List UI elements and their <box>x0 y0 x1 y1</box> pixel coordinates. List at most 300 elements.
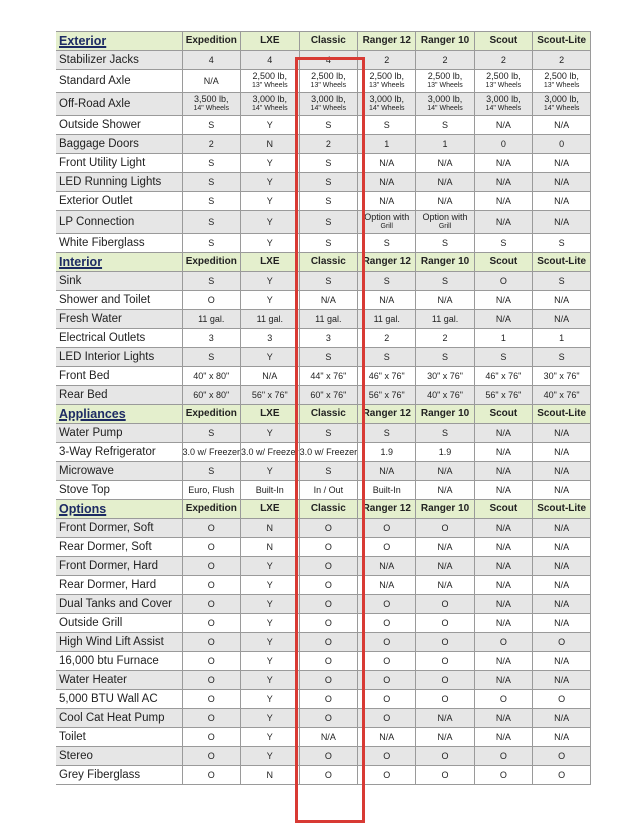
spec-cell: 1.9 <box>358 443 416 462</box>
spec-cell: O <box>182 557 241 576</box>
table-row <box>56 348 591 367</box>
spec-cell: N/A <box>532 173 590 192</box>
spec-cell: O <box>299 595 358 614</box>
spec-cell: O <box>299 557 358 576</box>
spec-cell: 11 gal. <box>299 310 358 329</box>
spec-cell: N/A <box>474 671 532 690</box>
spec-cell: O <box>182 690 241 709</box>
spec-cell: N/A <box>532 519 590 538</box>
spec-cell: O <box>416 690 474 709</box>
spec-cell: 46" x 76" <box>358 367 416 386</box>
spec-cell: N/A <box>532 652 590 671</box>
spec-cell: O <box>416 519 474 538</box>
model-header: Scout-Lite <box>532 500 590 519</box>
spec-cell: O <box>532 690 590 709</box>
spec-cell: N/A <box>474 538 532 557</box>
spec-cell: 2 <box>358 329 416 348</box>
model-header: Ranger 12 <box>358 500 416 519</box>
spec-cell: Y <box>241 348 300 367</box>
spec-cell: 46" x 76" <box>474 367 532 386</box>
table-row <box>56 173 591 192</box>
spec-cell: S <box>182 211 241 234</box>
feature-label: Rear Bed <box>56 386 182 405</box>
feature-label: 16,000 btu Furnace <box>56 652 182 671</box>
spec-cell: N/A <box>241 367 300 386</box>
spec-cell: 30" x 76" <box>532 367 590 386</box>
spec-cell: S <box>182 462 241 481</box>
spec-cell: O <box>416 671 474 690</box>
table-row <box>56 424 591 443</box>
spec-cell: O <box>416 595 474 614</box>
spec-cell: S <box>299 192 358 211</box>
spec-cell: N/A <box>532 211 590 234</box>
spec-cell: O <box>299 652 358 671</box>
table-row <box>56 116 591 135</box>
feature-label: Fresh Water <box>56 310 182 329</box>
spec-cell: S <box>299 154 358 173</box>
spec-cell: O <box>358 614 416 633</box>
spec-cell: S <box>358 272 416 291</box>
spec-cell: N/A <box>358 192 416 211</box>
table-row <box>56 310 591 329</box>
spec-cell: S <box>416 424 474 443</box>
spec-cell: O <box>182 671 241 690</box>
model-header: Classic <box>299 253 358 272</box>
table-row <box>56 728 591 747</box>
spec-cell: N/A <box>358 576 416 595</box>
spec-cell: S <box>182 154 241 173</box>
spec-cell: N/A <box>532 576 590 595</box>
spec-cell: S <box>182 192 241 211</box>
feature-label: 3-Way Refrigerator <box>56 443 182 462</box>
spec-cell: Y <box>241 116 300 135</box>
spec-cell: 3.0 w/ Freezer <box>182 443 241 462</box>
spec-cell: 3 <box>182 329 241 348</box>
spec-cell: 2 <box>358 51 416 70</box>
table-row <box>56 709 591 728</box>
spec-cell: N/A <box>474 443 532 462</box>
spec-cell: 56" x 76" <box>241 386 300 405</box>
spec-cell: 1 <box>474 329 532 348</box>
spec-cell: Built-In <box>358 481 416 500</box>
feature-label: LED Running Lights <box>56 173 182 192</box>
spec-cell: N/A <box>416 173 474 192</box>
spec-cell: N/A <box>532 538 590 557</box>
spec-cell: N/A <box>416 709 474 728</box>
model-header: LXE <box>241 500 300 519</box>
feature-label: Electrical Outlets <box>56 329 182 348</box>
spec-cell: 44" x 76" <box>299 367 358 386</box>
model-header: Ranger 12 <box>358 32 416 51</box>
spec-cell: S <box>358 116 416 135</box>
spec-cell: N/A <box>474 481 532 500</box>
spec-cell: S <box>416 116 474 135</box>
feature-label: White Fiberglass <box>56 234 182 253</box>
spec-cell: 2,500 lb, 13" Wheels <box>416 70 474 93</box>
table-row <box>56 576 591 595</box>
section-header-row <box>56 253 591 272</box>
spec-cell: S <box>532 348 590 367</box>
table-row <box>56 51 591 70</box>
spec-cell: N/A <box>474 211 532 234</box>
spec-cell: O <box>299 671 358 690</box>
spec-cell: 60" x 76" <box>299 386 358 405</box>
spec-cell: O <box>299 766 358 785</box>
table-row <box>56 481 591 500</box>
spec-cell: S <box>474 348 532 367</box>
spec-cell: N/A <box>474 116 532 135</box>
spec-cell: O <box>532 633 590 652</box>
feature-label: Rear Dormer, Hard <box>56 576 182 595</box>
spec-cell: N/A <box>358 728 416 747</box>
spec-cell: Option with Grill <box>416 211 474 234</box>
spec-cell: N/A <box>416 728 474 747</box>
table-row <box>56 595 591 614</box>
model-header: Ranger 12 <box>358 405 416 424</box>
spec-cell: Y <box>241 192 300 211</box>
spec-cell: 3,000 lb, 14" Wheels <box>241 93 300 116</box>
spec-cell: S <box>182 424 241 443</box>
spec-cell: N/A <box>474 576 532 595</box>
spec-cell: N/A <box>358 291 416 310</box>
spec-cell: Y <box>241 424 300 443</box>
spec-cell: Y <box>241 652 300 671</box>
spec-cell: Y <box>241 154 300 173</box>
spec-cell: 3 <box>299 329 358 348</box>
spec-cell: 1 <box>358 135 416 154</box>
model-header: Ranger 10 <box>416 500 474 519</box>
spec-cell: N/A <box>474 595 532 614</box>
spec-cell: 2,500 lb, 13" Wheels <box>241 70 300 93</box>
spec-cell: S <box>182 272 241 291</box>
spec-cell: 3,000 lb, 14" Wheels <box>532 93 590 116</box>
spec-cell: O <box>358 671 416 690</box>
spec-cell: O <box>474 747 532 766</box>
spec-cell: Y <box>241 709 300 728</box>
spec-sheet <box>56 31 591 785</box>
spec-cell: 2 <box>416 329 474 348</box>
spec-cell: 2 <box>416 51 474 70</box>
spec-cell: N/A <box>532 424 590 443</box>
spec-cell: In / Out <box>299 481 358 500</box>
spec-cell: N/A <box>532 291 590 310</box>
spec-cell: N/A <box>416 538 474 557</box>
spec-cell: N <box>241 538 300 557</box>
feature-label: Stereo <box>56 747 182 766</box>
spec-cell: S <box>182 348 241 367</box>
spec-cell: N/A <box>474 709 532 728</box>
spec-cell: N/A <box>532 481 590 500</box>
spec-cell: O <box>182 538 241 557</box>
spec-cell: O <box>299 747 358 766</box>
table-row <box>56 633 591 652</box>
table-row <box>56 766 591 785</box>
section-title: Appliances <box>56 405 182 424</box>
spec-cell: S <box>299 211 358 234</box>
spec-cell: Built-In <box>241 481 300 500</box>
model-header: Scout <box>474 32 532 51</box>
spec-cell: O <box>358 766 416 785</box>
spec-cell: 4 <box>182 51 241 70</box>
spec-cell: S <box>299 424 358 443</box>
model-header: Ranger 10 <box>416 32 474 51</box>
section-header-row <box>56 405 591 424</box>
spec-cell: 1.9 <box>416 443 474 462</box>
spec-cell: Y <box>241 728 300 747</box>
feature-label: Grey Fiberglass <box>56 766 182 785</box>
spec-cell: 2 <box>532 51 590 70</box>
spec-cell: Y <box>241 633 300 652</box>
table-row <box>56 329 591 348</box>
spec-cell: O <box>358 538 416 557</box>
spec-cell: N/A <box>474 154 532 173</box>
feature-label: Outside Grill <box>56 614 182 633</box>
feature-label: Front Utility Light <box>56 154 182 173</box>
spec-cell: S <box>416 234 474 253</box>
spec-cell: S <box>182 234 241 253</box>
model-header: Classic <box>299 32 358 51</box>
spec-cell: N/A <box>532 462 590 481</box>
spec-cell: O <box>182 652 241 671</box>
spec-cell: 4 <box>241 51 300 70</box>
spec-cell: S <box>182 173 241 192</box>
feature-label: Baggage Doors <box>56 135 182 154</box>
comparison-table <box>56 31 591 785</box>
spec-cell: Y <box>241 462 300 481</box>
table-row <box>56 747 591 766</box>
feature-label: Water Heater <box>56 671 182 690</box>
spec-cell: 0 <box>532 135 590 154</box>
spec-cell: S <box>358 424 416 443</box>
feature-label: Stabilizer Jacks <box>56 51 182 70</box>
spec-cell: N/A <box>182 70 241 93</box>
spec-cell: N/A <box>416 291 474 310</box>
spec-cell: N <box>241 135 300 154</box>
spec-cell: N/A <box>532 671 590 690</box>
spec-cell: 0 <box>474 135 532 154</box>
feature-label: Microwave <box>56 462 182 481</box>
section-title: Exterior <box>56 32 182 51</box>
spec-cell: O <box>416 652 474 671</box>
model-header: Ranger 10 <box>416 405 474 424</box>
spec-cell: Y <box>241 576 300 595</box>
spec-cell: N/A <box>474 519 532 538</box>
spec-cell: S <box>358 348 416 367</box>
spec-cell: N/A <box>474 310 532 329</box>
model-header: Scout-Lite <box>532 32 590 51</box>
spec-cell: 30" x 76" <box>416 367 474 386</box>
spec-cell: N/A <box>532 595 590 614</box>
table-row <box>56 291 591 310</box>
spec-cell: S <box>299 234 358 253</box>
feature-label: Front Dormer, Hard <box>56 557 182 576</box>
spec-cell: N/A <box>474 291 532 310</box>
spec-cell: 2,500 lb, 13" Wheels <box>358 70 416 93</box>
spec-cell: N/A <box>358 557 416 576</box>
feature-label: High Wind Lift Assist <box>56 633 182 652</box>
spec-cell: N/A <box>474 557 532 576</box>
spec-cell: O <box>416 614 474 633</box>
model-header: Classic <box>299 405 358 424</box>
spec-cell: O <box>416 633 474 652</box>
spec-cell: Y <box>241 173 300 192</box>
table-row <box>56 690 591 709</box>
spec-cell: 40" x 76" <box>416 386 474 405</box>
spec-cell: Y <box>241 747 300 766</box>
spec-cell: N/A <box>532 557 590 576</box>
model-header: LXE <box>241 32 300 51</box>
feature-label: Off-Road Axle <box>56 93 182 116</box>
spec-cell: S <box>299 462 358 481</box>
spec-cell: 3.0 w/ Freezer <box>241 443 300 462</box>
spec-cell: O <box>358 519 416 538</box>
spec-cell: O <box>299 519 358 538</box>
spec-cell: S <box>532 272 590 291</box>
feature-label: Outside Shower <box>56 116 182 135</box>
spec-cell: N/A <box>474 424 532 443</box>
spec-cell: Y <box>241 557 300 576</box>
spec-cell: 56" x 76" <box>358 386 416 405</box>
model-header: LXE <box>241 405 300 424</box>
model-header: Scout-Lite <box>532 405 590 424</box>
spec-cell: 3,000 lb, 14" Wheels <box>474 93 532 116</box>
table-row <box>56 671 591 690</box>
spec-cell: 3,500 lb, 14" Wheels <box>182 93 241 116</box>
table-row <box>56 272 591 291</box>
spec-cell: O <box>182 519 241 538</box>
spec-cell: O <box>182 291 241 310</box>
model-header: Scout-Lite <box>532 253 590 272</box>
spec-cell: Y <box>241 291 300 310</box>
spec-cell: O <box>358 595 416 614</box>
table-row <box>56 443 591 462</box>
spec-cell: O <box>182 633 241 652</box>
spec-cell: 56" x 76" <box>474 386 532 405</box>
spec-cell: N/A <box>416 481 474 500</box>
spec-cell: N/A <box>474 728 532 747</box>
spec-cell: N/A <box>532 154 590 173</box>
spec-cell: S <box>416 272 474 291</box>
spec-cell: N/A <box>416 576 474 595</box>
spec-cell: Y <box>241 595 300 614</box>
model-header: LXE <box>241 253 300 272</box>
table-row <box>56 652 591 671</box>
table-row <box>56 519 591 538</box>
spec-cell: O <box>532 766 590 785</box>
spec-cell: O <box>416 766 474 785</box>
spec-cell: O <box>299 709 358 728</box>
spec-cell: N/A <box>416 462 474 481</box>
spec-cell: N/A <box>532 614 590 633</box>
spec-cell: N/A <box>358 154 416 173</box>
model-header: Classic <box>299 500 358 519</box>
spec-cell: S <box>182 116 241 135</box>
spec-cell: Y <box>241 671 300 690</box>
spec-cell: Y <box>241 211 300 234</box>
model-header: Expedition <box>182 500 241 519</box>
spec-cell: O <box>299 690 358 709</box>
table-row <box>56 557 591 576</box>
spec-cell: N/A <box>532 443 590 462</box>
feature-label: Dual Tanks and Cover <box>56 595 182 614</box>
spec-cell: O <box>358 747 416 766</box>
spec-cell: O <box>474 633 532 652</box>
spec-cell: O <box>182 766 241 785</box>
model-header: Ranger 12 <box>358 253 416 272</box>
spec-cell: O <box>182 595 241 614</box>
spec-cell: O <box>182 576 241 595</box>
spec-cell: N/A <box>416 192 474 211</box>
spec-cell: Y <box>241 690 300 709</box>
spec-cell: 2,500 lb, 13" Wheels <box>532 70 590 93</box>
feature-label: LED Interior Lights <box>56 348 182 367</box>
spec-cell: S <box>532 234 590 253</box>
feature-label: Cool Cat Heat Pump <box>56 709 182 728</box>
table-row <box>56 93 591 116</box>
spec-cell: O <box>474 766 532 785</box>
spec-cell: O <box>358 633 416 652</box>
table-row <box>56 192 591 211</box>
table-row <box>56 462 591 481</box>
spec-cell: S <box>299 272 358 291</box>
section-title: Options <box>56 500 182 519</box>
model-header: Scout <box>474 500 532 519</box>
feature-label: Sink <box>56 272 182 291</box>
spec-cell: 11 gal. <box>241 310 300 329</box>
model-header: Scout <box>474 405 532 424</box>
spec-cell: S <box>416 348 474 367</box>
spec-cell: Option with Grill <box>358 211 416 234</box>
table-row <box>56 367 591 386</box>
model-header: Ranger 10 <box>416 253 474 272</box>
model-header: Scout <box>474 253 532 272</box>
spec-cell: O <box>182 728 241 747</box>
section-header-row <box>56 32 591 51</box>
spec-cell: 40" x 80" <box>182 367 241 386</box>
spec-cell: N/A <box>474 192 532 211</box>
spec-cell: O <box>474 272 532 291</box>
feature-label: Stove Top <box>56 481 182 500</box>
spec-cell: 2,500 lb, 13" Wheels <box>299 70 358 93</box>
spec-cell: 11 gal. <box>416 310 474 329</box>
spec-cell: 3,000 lb, 14" Wheels <box>358 93 416 116</box>
spec-cell: O <box>299 614 358 633</box>
spec-cell: O <box>532 747 590 766</box>
spec-cell: 60" x 80" <box>182 386 241 405</box>
feature-label: Exterior Outlet <box>56 192 182 211</box>
feature-label: LP Connection <box>56 211 182 234</box>
spec-cell: 1 <box>532 329 590 348</box>
spec-cell: Euro, Flush <box>182 481 241 500</box>
spec-cell: 2 <box>474 51 532 70</box>
spec-cell: S <box>299 348 358 367</box>
spec-cell: O <box>182 709 241 728</box>
spec-cell: N/A <box>358 173 416 192</box>
spec-cell: O <box>299 576 358 595</box>
table-row <box>56 211 591 234</box>
table-row <box>56 135 591 154</box>
spec-cell: 11 gal. <box>182 310 241 329</box>
spec-cell: O <box>358 709 416 728</box>
spec-cell: N/A <box>358 462 416 481</box>
model-header: Expedition <box>182 32 241 51</box>
feature-label: Standard Axle <box>56 70 182 93</box>
spec-cell: 3,000 lb, 14" Wheels <box>416 93 474 116</box>
spec-cell: Y <box>241 272 300 291</box>
feature-label: 5,000 BTU Wall AC <box>56 690 182 709</box>
spec-cell: N/A <box>474 173 532 192</box>
model-header: Expedition <box>182 405 241 424</box>
